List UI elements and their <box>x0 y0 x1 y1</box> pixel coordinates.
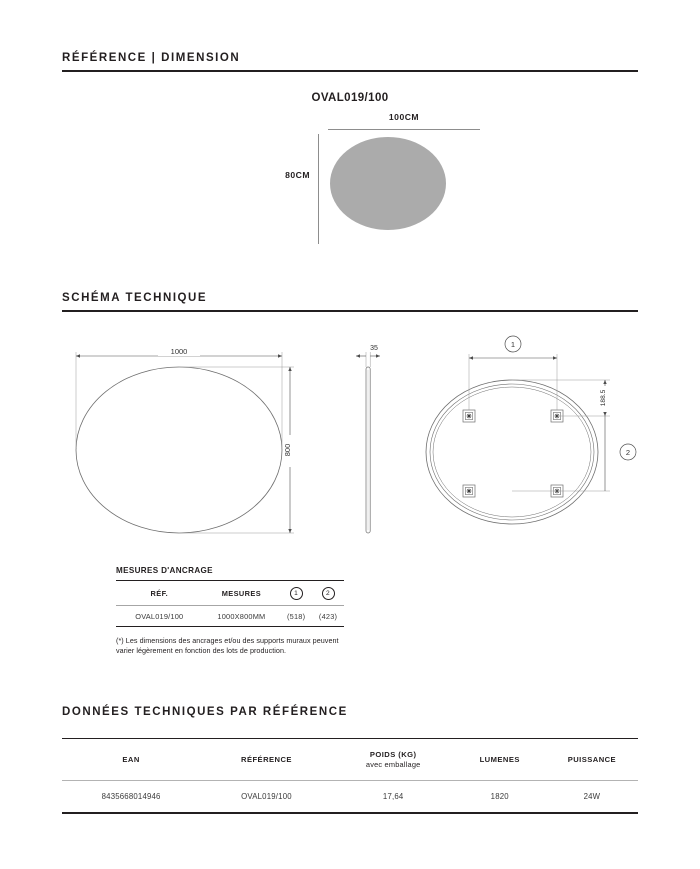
rear-view-vertical-dimension: 188.5 <box>600 389 607 407</box>
technical-data-block <box>62 738 638 814</box>
hero-product-figure <box>270 112 490 247</box>
table-row <box>116 606 344 626</box>
section-title-donnees-techniques: DONNÉES TECHNIQUES PAR RÉFÉRENCE <box>62 706 348 718</box>
table-header-row <box>116 581 344 605</box>
tech-cell-puissance: 24W <box>583 791 601 801</box>
anchor-cell-value-1: (518) <box>286 612 306 621</box>
table-row <box>62 781 638 812</box>
tech-col-poids <box>333 739 454 780</box>
anchor-cell-mesures: 1000X800MM <box>217 612 266 621</box>
front-view-drawing <box>76 367 282 533</box>
anchor-col-marker-1 <box>280 581 312 605</box>
anchor-measures-footnote: (*) Les dimensions des ancrages et/ou des supports muraux peuvent varier légèrement en fonction des lots de production. <box>116 636 339 656</box>
anchor-bracket <box>463 485 475 497</box>
anchor-bracket <box>463 410 475 422</box>
rear-view-drawing <box>426 380 598 524</box>
hero-width-label: 100CM <box>388 112 420 122</box>
hero-height-label: 80CM <box>285 170 310 180</box>
tech-col-lumenes: LUMENES <box>479 755 520 765</box>
tech-cell-ean: 8435668014946 <box>101 791 161 801</box>
tech-cell-reference: OVAL019/100 <box>241 791 292 801</box>
tech-col-puissance: PUISSANCE <box>567 755 617 765</box>
circled-number-1: 1 <box>290 587 303 600</box>
anchor-col-mesures: MESURES <box>221 589 262 598</box>
technical-data-header <box>62 739 638 780</box>
anchor-cell-value-2: (423) <box>318 612 338 621</box>
table-rule-bottom <box>116 626 344 627</box>
rear-view-marker-2: 2 <box>625 448 631 457</box>
front-view-height-dimension: 800 <box>283 443 292 457</box>
hero-width-dimension-line <box>328 129 480 130</box>
table-header-row <box>62 739 638 780</box>
side-view-drawing <box>366 367 370 533</box>
tech-cell-lumenes: 1820 <box>490 791 509 801</box>
section-divider <box>62 310 638 312</box>
technical-data-body <box>62 781 638 812</box>
section-title-schema-technique: SCHÉMA TECHNIQUE <box>62 292 208 304</box>
hero-product-reference: OVAL019/100 <box>311 92 389 104</box>
hero-oval-mirror-shape <box>330 137 446 230</box>
side-view-thickness-dimension: 35 <box>370 345 378 352</box>
tech-col-poids-label: POIDS (KG) <box>369 750 417 759</box>
rear-view-marker-1: 1 <box>510 340 516 349</box>
hero-height-dimension-line <box>318 134 319 244</box>
section-title-reference-dimension: RÉFÉRENCE | DIMENSION <box>62 52 241 64</box>
anchor-col-marker-2 <box>312 581 344 605</box>
tech-col-reference: RÉFÉRENCE <box>241 755 292 765</box>
anchor-measures-title: MESURES D'ANCRAGE <box>116 566 213 575</box>
section-divider <box>62 70 638 72</box>
anchor-measures-body <box>116 606 344 626</box>
section-reference-dimension <box>62 52 638 72</box>
anchor-cell-ref: OVAL019/100 <box>135 612 184 621</box>
section-donnees-techniques <box>62 706 638 718</box>
front-view-width-dimension: 1000 <box>170 347 188 356</box>
anchor-measures-table <box>116 581 344 605</box>
section-schema-technique <box>62 292 638 312</box>
anchor-bracket-group <box>463 410 563 497</box>
anchor-col-ref: RÉF. <box>150 589 169 598</box>
tech-col-poids-sublabel: avec emballage <box>365 760 421 769</box>
table-rule-bottom <box>62 812 638 814</box>
technical-drawing-canvas <box>62 330 638 570</box>
circled-number-2: 2 <box>322 587 335 600</box>
anchor-measures-block <box>116 566 344 656</box>
tech-col-ean: EAN <box>122 755 140 765</box>
tech-cell-poids: 17,64 <box>382 791 404 801</box>
